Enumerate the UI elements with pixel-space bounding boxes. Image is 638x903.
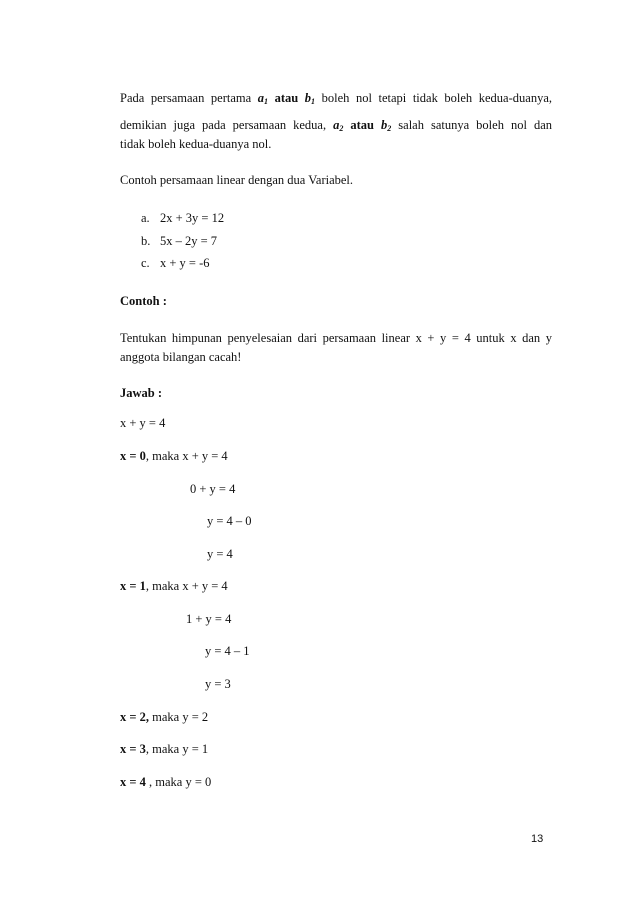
text-segment: boleh nol tetapi tidak boleh kedua-duanya, — [315, 91, 552, 105]
case-label: x = 3 — [120, 742, 146, 756]
case-x3 — [120, 741, 208, 757]
case-text: , maka x + y = 4 — [145, 579, 228, 593]
equation: 5x – 2y = 7 — [160, 234, 218, 248]
step-line: 1 + y = 4 — [186, 612, 232, 626]
page-number: 13 — [531, 833, 544, 845]
paragraph-line-2 — [120, 117, 552, 133]
case-x1 — [120, 578, 228, 594]
paragraph-line-1 — [120, 90, 552, 106]
case-text: , maka y = 1 — [145, 742, 209, 756]
example-item — [141, 255, 210, 271]
example-item — [141, 233, 218, 249]
example-intro: Contoh persamaan linear dengan dua Variabel. — [120, 173, 354, 187]
variable-b1: $b_1$ — [304, 91, 316, 106]
case-text: , maka x + y = 4 — [145, 449, 228, 463]
list-marker: c. — [141, 256, 150, 270]
step-line: y = 4 — [207, 547, 233, 561]
case-x4 — [120, 774, 211, 790]
case-label: x = 0 — [120, 449, 146, 463]
paragraph-line-3: tidak boleh kedua-duanya nol. — [120, 137, 272, 151]
case-label: x = 2, — [120, 710, 149, 724]
step-line: y = 4 – 1 — [205, 644, 250, 658]
case-text: maka y = 2 — [149, 710, 209, 724]
example-item — [141, 210, 225, 226]
text-atau: atau — [267, 91, 305, 105]
case-x2 — [120, 709, 208, 725]
text-segment: salah satunya boleh nol dan — [391, 118, 552, 132]
step-line: 0 + y = 4 — [190, 482, 236, 496]
equation: x + y = -6 — [160, 256, 210, 270]
step-line: y = 3 — [205, 677, 231, 691]
case-text: , maka y = 0 — [145, 775, 212, 789]
list-marker: b. — [141, 234, 151, 248]
case-label: x = 1 — [120, 579, 146, 593]
problem-line-2: anggota bilangan cacah! — [120, 350, 242, 364]
variable-a1: $a_1$ — [257, 91, 268, 106]
text-atau: atau — [343, 118, 382, 132]
list-marker: a. — [141, 211, 150, 225]
case-x0 — [120, 448, 228, 464]
contoh-heading: Contoh : — [120, 294, 167, 308]
text-segment: Pada persamaan pertama — [120, 91, 258, 105]
jawab-heading: Jawab : — [120, 386, 163, 400]
case-label: x = 4 — [120, 775, 146, 789]
step-line: y = 4 – 0 — [207, 514, 252, 528]
variable-a2: $a_2$ — [333, 118, 344, 133]
text-segment: demikian juga pada persamaan kedua, — [120, 118, 334, 132]
equation: 2x + 3y = 12 — [160, 211, 225, 225]
problem-line-1: Tentukan himpunan penyelesaian dari persamaan linear x + y = 4 untuk x dan y — [120, 331, 552, 345]
main-equation: x + y = 4 — [120, 416, 166, 430]
variable-b2: $b_2$ — [381, 118, 392, 133]
